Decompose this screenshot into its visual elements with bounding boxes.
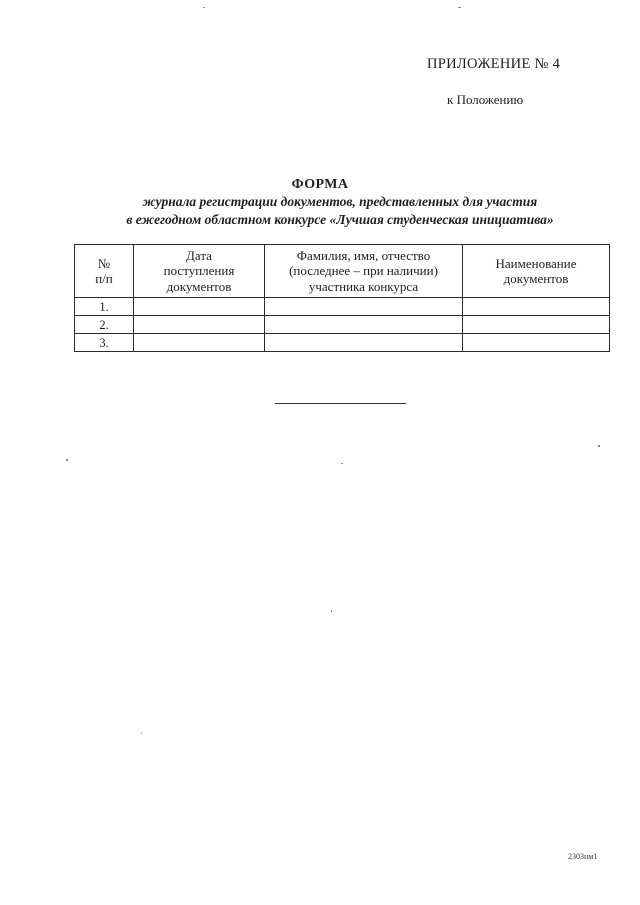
scan-speck: [141, 733, 142, 734]
form-description-line-1: журнала регистрации документов, представленных для участия: [142, 194, 538, 209]
column-header-participant-name: Фамилия, имя, отчество (последнее – при наличии) участника конкурса: [265, 245, 463, 298]
scan-speck: [331, 610, 332, 612]
separator-line: [275, 403, 406, 404]
scan-speck: [341, 463, 343, 464]
appendix-subtitle: к Положению: [447, 92, 524, 107]
table-header-row: [75, 245, 610, 298]
scan-speck: [203, 7, 205, 8]
appendix-title: ПРИЛОЖЕНИЕ № 4: [427, 56, 561, 72]
row-date-cell: [134, 298, 265, 316]
form-heading: ФОРМА: [291, 177, 349, 192]
table-row: [75, 334, 610, 352]
form-description-line-2: в ежегодном областном конкурсе «Лучшая студенческая инициатива»: [126, 212, 554, 227]
row-name-cell: [265, 334, 463, 352]
row-docs-cell: [463, 334, 610, 352]
column-header-number: № п/п: [75, 245, 134, 298]
document-code: 2303нм1: [568, 852, 598, 861]
row-docs-cell: [463, 298, 610, 316]
column-header-document-name: Наименование документов: [463, 245, 610, 298]
row-number: 1.: [75, 298, 134, 316]
table-row: [75, 298, 610, 316]
row-number: 2.: [75, 316, 134, 334]
row-date-cell: [134, 334, 265, 352]
row-docs-cell: [463, 316, 610, 334]
row-number: 3.: [75, 334, 134, 352]
scan-speck: [458, 7, 461, 8]
table-row: [75, 316, 610, 334]
row-name-cell: [265, 298, 463, 316]
registration-journal-table: [74, 244, 610, 352]
row-date-cell: [134, 316, 265, 334]
scan-speck: [66, 459, 68, 461]
row-name-cell: [265, 316, 463, 334]
scan-speck: [598, 445, 600, 447]
column-header-date: Дата поступления документов: [134, 245, 265, 298]
